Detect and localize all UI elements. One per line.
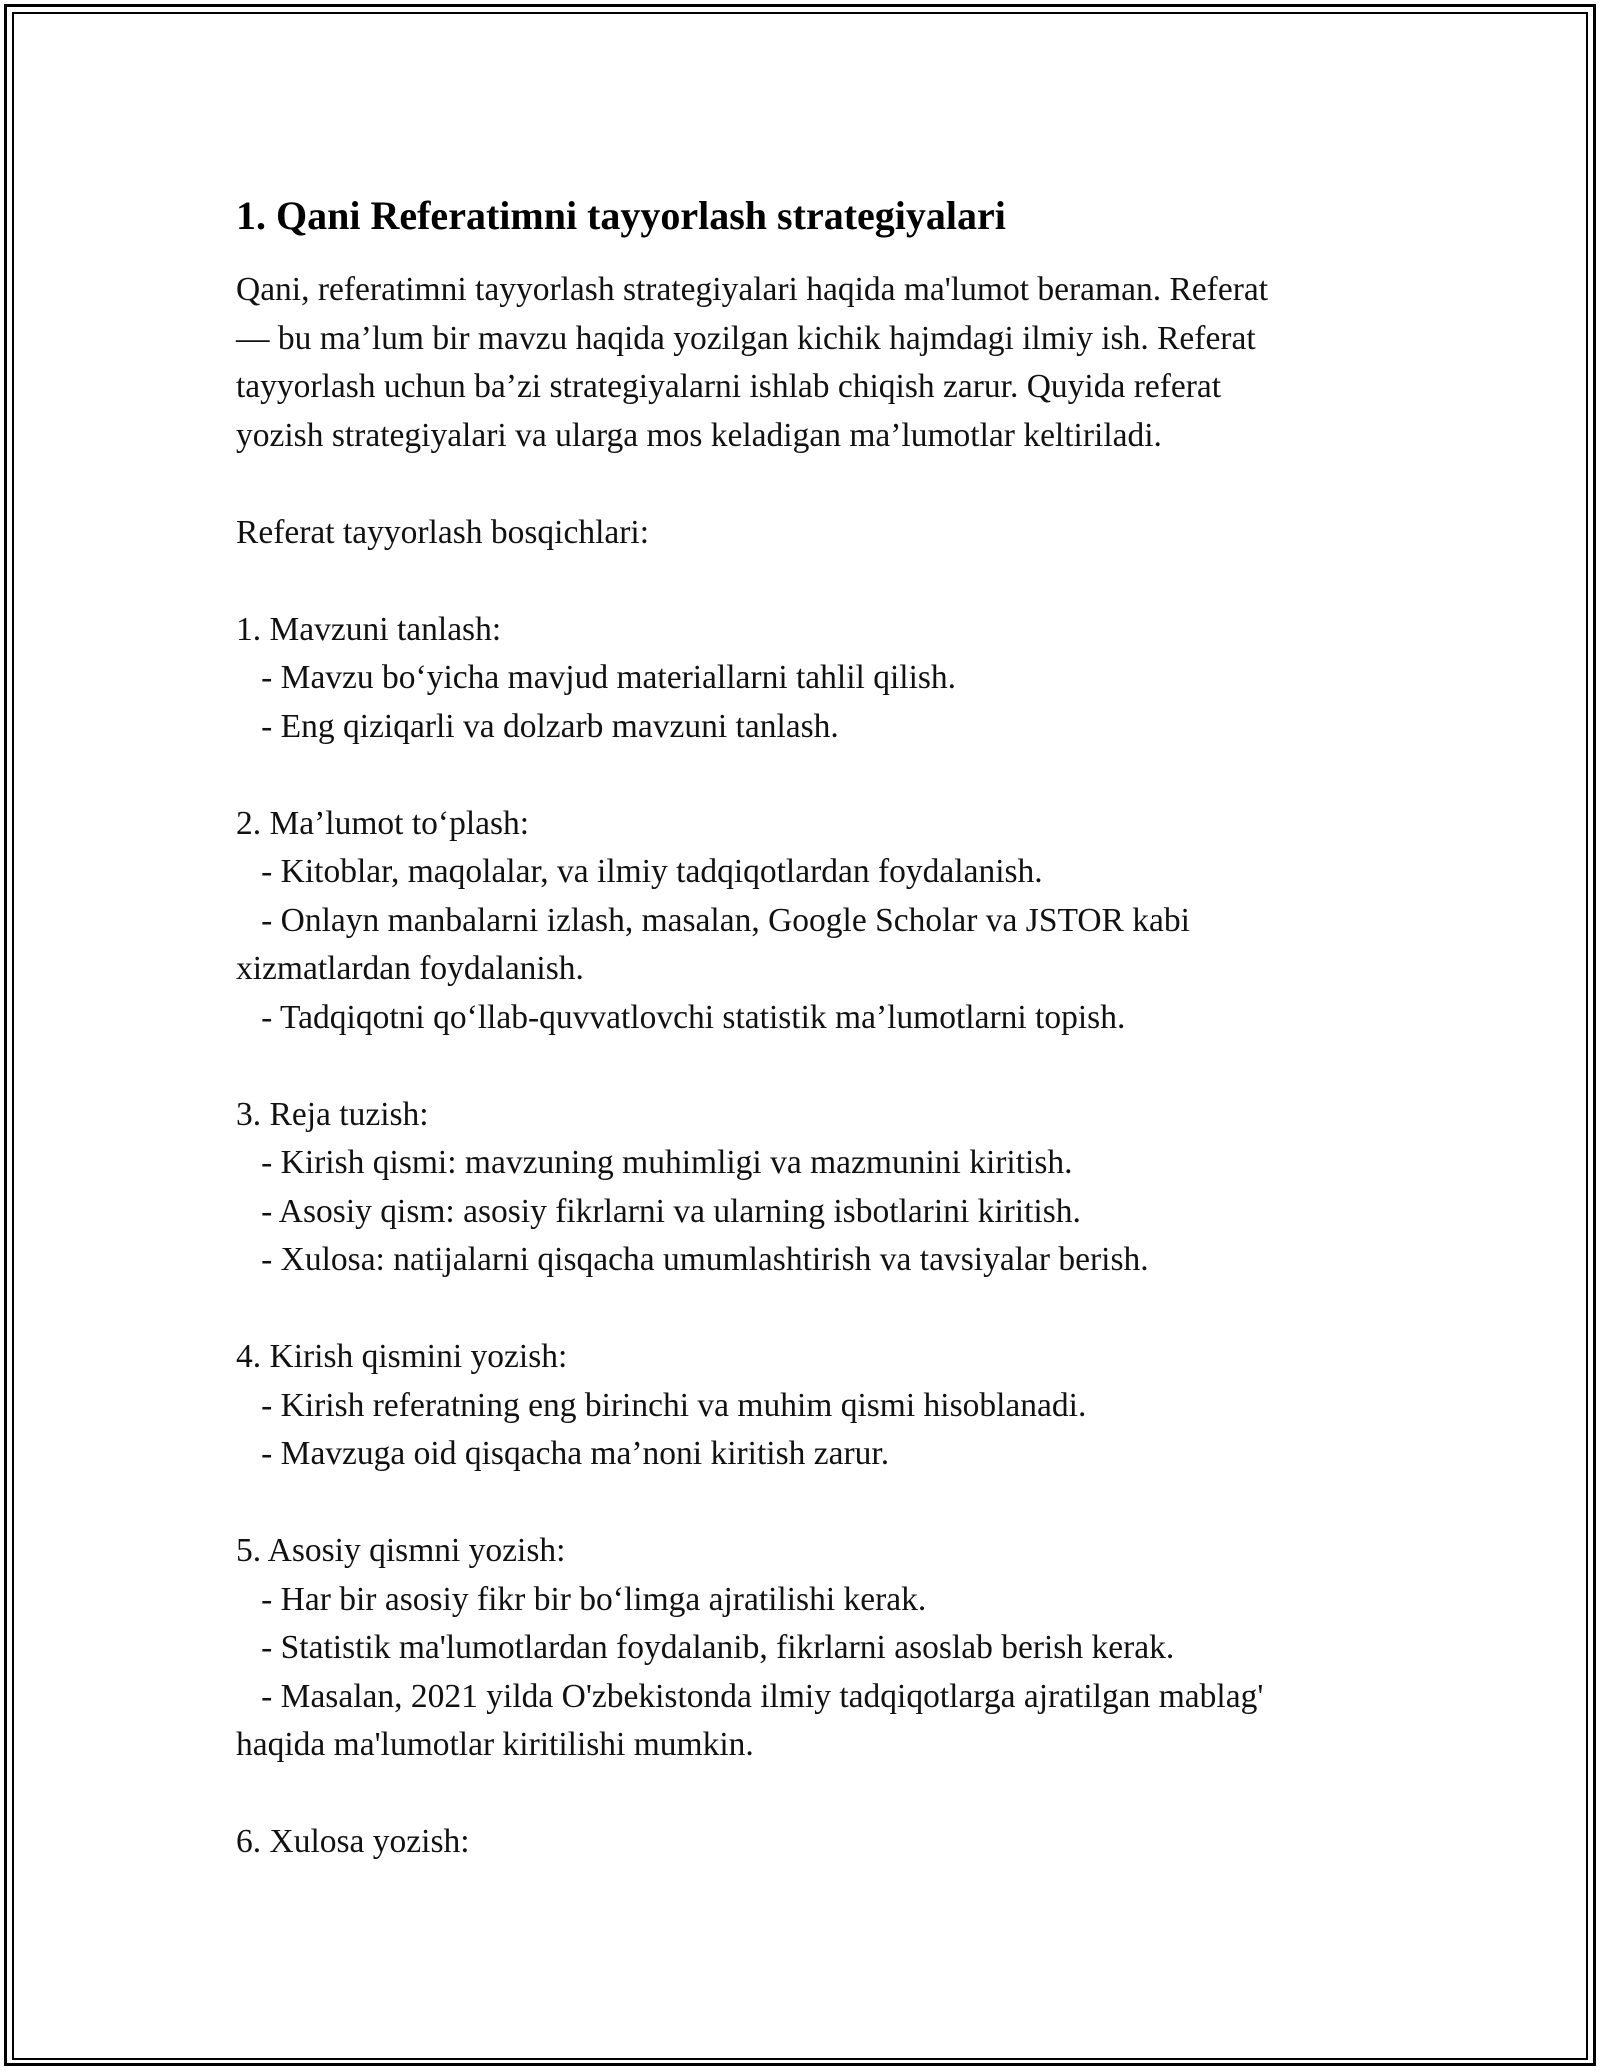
document-heading: 1. Qani Referatimni tayyorlash strategiyalari <box>236 193 1006 238</box>
text-line: Referat tayyorlash bosqichlari: <box>236 513 650 551</box>
text-line: haqida ma'lumotlar kiritilishi mumkin. <box>236 1726 754 1763</box>
blank-line <box>236 557 1376 606</box>
text-line: - Kirish referatning eng birinchi va muhim qismi hisoblanadi. <box>236 1386 1087 1424</box>
blank-line <box>236 1042 1376 1091</box>
text-line: - Tadqiqotni qo‘llab-quvvatlovchi statistik ma’lumotlarni topish. <box>236 998 1126 1036</box>
blank-line <box>236 751 1376 800</box>
text-line: 5. Asosiy qismni yozish: <box>236 1532 566 1569</box>
text-line: - Mavzuga oid qisqacha ma’noni kiritish zarur. <box>236 1435 890 1472</box>
text-line: - Har bir asosiy fikr bir bo‘limga ajratilishi kerak. <box>236 1580 927 1618</box>
text-line: 4. Kirish qismini yozish: <box>236 1338 568 1375</box>
text-line: - Kitoblar, maqolalar, va ilmiy tadqiqotlardan foydalanish. <box>236 853 1043 890</box>
text-line: xizmatlardan foydalanish. <box>236 950 584 987</box>
text-line: Qani, referatimni tayyorlash strategiyalari haqida ma'lumot beraman. Referat <box>236 271 1269 308</box>
text-line: 3. Reja tuzish: <box>236 1095 429 1133</box>
text-line: yozish strategiyalari va ularga mos keladigan ma’lumotlar keltiriladi. <box>236 416 1162 454</box>
text-line: - Onlayn manbalarni izlash, masalan, Google Scholar va JSTOR kabi <box>236 901 1190 939</box>
text-line: 1. Mavzuni tanlash: <box>236 610 502 648</box>
text-line: 2. Ma’lumot to‘plash: <box>236 804 530 842</box>
text-line: - Xulosa: natijalarni qisqacha umumlashtirish va tavsiyalar berish. <box>236 1241 1149 1278</box>
text-line: - Statistik ma'lumotlardan foydalanib, fikrlarni asoslab berish kerak. <box>236 1629 1175 1666</box>
document-body <box>236 190 1376 1867</box>
text-line: - Masalan, 2021 yilda O'zbekistonda ilmiy tadqiqotlarga ajratilgan mablag' <box>236 1677 1264 1715</box>
text-line: - Kirish qismi: mavzuning muhimligi va mazmunini kiritish. <box>236 1144 1073 1181</box>
blank-line <box>236 1479 1376 1528</box>
text-line: 6. Xulosa yozish: <box>236 1823 470 1860</box>
blank-line <box>236 1285 1376 1334</box>
blank-line <box>236 460 1376 509</box>
text-line: — bu ma’lum bir mavzu haqida yozilgan kichik hajmdagi ilmiy ish. Referat <box>236 319 1256 357</box>
document-text <box>236 266 1376 1867</box>
text-line: tayyorlash uchun ba’zi strategiyalarni ishlab chiqish zarur. Quyida referat <box>236 368 1222 405</box>
blank-line <box>236 1770 1376 1819</box>
text-line: - Mavzu bo‘yicha mavjud materiallarni tahlil qilish. <box>236 659 957 696</box>
text-line: - Asosiy qism: asosiy fikrlarni va ularning isbotlarini kiritish. <box>236 1192 1081 1230</box>
text-line: - Eng qiziqarli va dolzarb mavzuni tanlash. <box>236 707 839 745</box>
